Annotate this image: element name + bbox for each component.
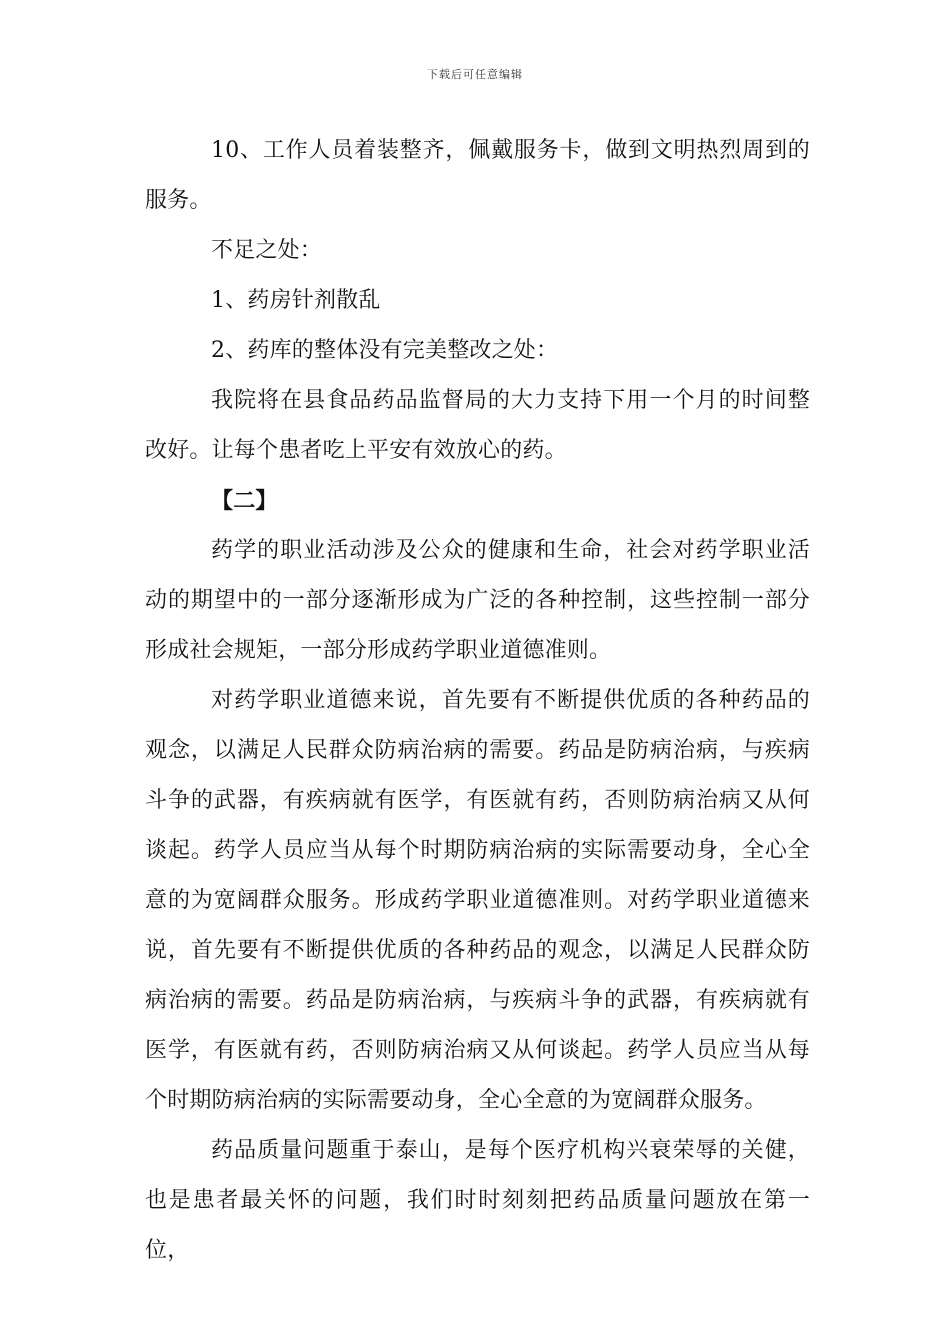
- document-body: [145, 126, 810, 1276]
- paragraph-rectification: 我院将在县食品药品监督局的大力支持下用一个月的时间整改好。让每个患者吃上平安有效放心的药。: [145, 388, 810, 463]
- paragraph-shortcoming-2: 2、药库的整体没有完美整改之处：: [211, 338, 559, 363]
- paragraph-pharmacy-ethics-intro: 药学的职业活动涉及公众的健康和生命，社会对药学职业活动的期望中的一部分逐渐形成为广泛的各种控制，这些控制一部分形成社会规矩，一部分形成药学职业道德准则。: [145, 538, 810, 663]
- paragraph-drug-quality: 药品质量问题重于泰山，是每个医疗机构兴衰荣辱的关健，也是患者最关怀的问题，我们时时刻刻把药品质量问题放在第一位，: [145, 1138, 810, 1263]
- paragraph-shortcomings-heading: 不足之处：: [211, 238, 323, 263]
- header-note: 下载后可任意编辑: [427, 68, 523, 81]
- paragraph-shortcoming-1: 1、药房针剂散乱: [211, 288, 381, 313]
- paragraph-pharmacy-ethics-body: 对药学职业道德来说，首先要有不断提供优质的各种药品的观念，以满足人民群众防病治病的需要。药品是防病治病，与疾病斗争的武器，有疾病就有医学，有医就有药，否则防病治病又从何谈起。药学人员应当从每个时期防病治病的实际需要动身，全心全意的为宽阔群众服务。形成药学职业道德准则。对药学职业道德来说，首先要有不断提供优质的各种药品的观念，以满足人民群众防病治病的需要。药品是防病治病，与疾病斗争的武器，有疾病就有医学，有医就有药，否则防病治病又从何谈起。药学人员应当从每个时期防病治病的实际需要动身，全心全意的为宽阔群众服务。: [145, 688, 810, 1113]
- section-heading-two: 【二】: [211, 488, 278, 514]
- paragraph-staff-attire: 10、工作人员着装整齐，佩戴服务卡，做到文明热烈周到的服务。: [145, 138, 810, 213]
